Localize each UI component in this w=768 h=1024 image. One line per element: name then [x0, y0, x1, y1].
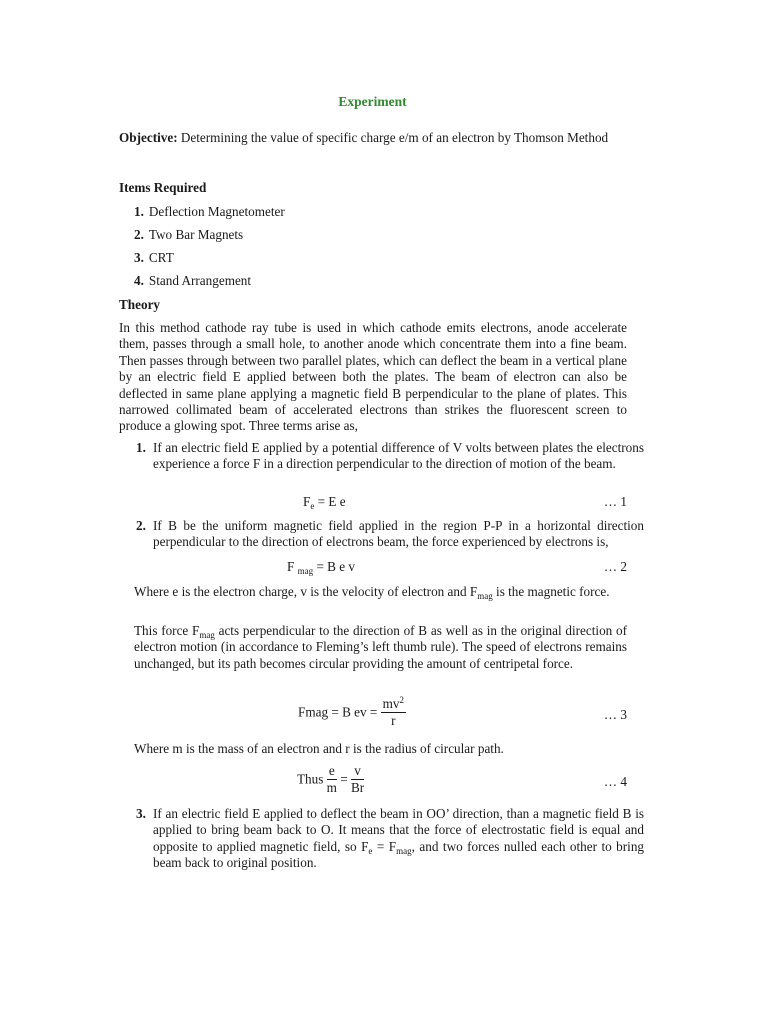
fraction-numerator: v	[351, 763, 364, 780]
equation-3	[298, 696, 406, 729]
list-item-number: 3.	[134, 250, 144, 265]
list-item-number: 4.	[134, 273, 144, 288]
eq-thus: Thus	[297, 771, 327, 787]
theory-paragraph: In this method cathode ray tube is used in which cathode emits electrons, anode accelerate them, passes through a small hole, to another anode which concentrate them into a fine beam. Then passes through between two parallel plates, which can deflect the beam in a vertical plane by an electric field E applied between both the plates. The beam of electron can also be deflected in same plane applying a magnetic field B perpendicular to the plane of plates. This narrowed collimated beam of accelerated electrons than strikes the fluorescent screen to produce a glowing spot. Three terms arise as,	[119, 320, 627, 434]
where-paragraph-2: Where m is the mass of an electron and r is the radius of circular path.	[134, 741, 504, 756]
point-2	[136, 518, 644, 551]
superscript: 2	[399, 695, 405, 705]
where-paragraph	[134, 584, 627, 600]
list-item-text: Two Bar Magnets	[148, 227, 244, 242]
objective	[119, 130, 627, 146]
subscript: e	[368, 845, 373, 856]
point-number: 3.	[136, 806, 146, 821]
equation-number: … 4	[603, 774, 627, 789]
list-item-text: Stand Arrangement	[148, 273, 252, 288]
point-text: If B be the uniform magnetic field applied in the region P-P in a horizontal direction perpendicular to the direction of electrons beam, the force experienced by electrons is,	[153, 518, 644, 550]
list-item-number: 2.	[134, 227, 144, 242]
list-item	[134, 204, 285, 220]
fraction-denominator: r	[391, 713, 396, 728]
fraction	[381, 696, 406, 729]
eq-subscript: e	[310, 501, 315, 511]
theory-heading: Theory	[119, 297, 161, 312]
equation-4	[297, 763, 364, 796]
point-3	[136, 806, 644, 872]
equation-number: … 2	[603, 559, 627, 574]
point-text-end: , and two forces nulled each other to bring beam back to original position.	[153, 838, 645, 871]
force-text-end: acts perpendicular to the direction of B as well as in the original direction of electron motion (in accordance to Fleming’s left thumb rule). The speed of electrons remains unchanged, but its path becomes circular providing the amount of centripetal force.	[134, 623, 627, 671]
equation-number: … 3	[603, 707, 627, 722]
where-subscript: mag	[477, 591, 493, 601]
eq-lhs: F	[287, 559, 298, 574]
fraction-numerator: mv	[382, 696, 400, 711]
list-item-text: CRT	[148, 250, 174, 265]
where-text: Where e is the electron charge, v is the velocity of electron and F	[134, 584, 478, 599]
force-paragraph	[134, 623, 627, 672]
eq-equals: =	[336, 771, 351, 787]
equation-number: … 1	[603, 494, 627, 509]
point-text: If an electric field E applied to deflect the beam in OO’ direction, than a magnetic field B is applied to bring beam back to O. It means that the force of electrostatic field is equal and opposite to applied magnetic field, so F	[153, 806, 644, 854]
objective-label: Objective:	[119, 130, 178, 145]
fraction-denominator: m	[326, 780, 337, 795]
list-item-text: Deflection Magnetometer	[148, 204, 285, 219]
fraction	[351, 763, 364, 796]
subscript: mag	[396, 845, 412, 856]
objective-text: Determining the value of specific charge e/m of an electron by Thomson Method	[180, 130, 609, 145]
list-item	[134, 273, 251, 289]
where-text-end: is the magnetic force.	[492, 584, 610, 599]
page-title: Experiment	[338, 94, 407, 109]
equation-2	[287, 559, 355, 575]
equation-1	[303, 494, 346, 510]
eq-lhs: F	[303, 494, 311, 509]
force-subscript: mag	[199, 630, 215, 640]
eq-subscript: mag	[297, 566, 314, 576]
point-text: = F	[372, 838, 397, 854]
fraction-denominator: Br	[350, 780, 365, 795]
eq-rhs: = E e	[314, 494, 346, 509]
items-required-heading: Items Required	[119, 180, 207, 195]
list-item	[134, 227, 243, 243]
list-item-number: 1.	[134, 204, 144, 219]
eq-rhs: = B e v	[313, 559, 356, 574]
eq-lhs: Fmag = B ev =	[298, 704, 381, 720]
force-text: This force F	[134, 623, 200, 638]
point-text: If an electric field E applied by a potential difference of V volts between plates the electrons experience a force F in a direction perpendicular to the direction of motion of the beam.	[153, 440, 644, 472]
fraction-numerator: e	[327, 763, 337, 780]
point-1	[136, 440, 644, 473]
list-item	[134, 250, 174, 266]
point-number: 1.	[136, 440, 146, 455]
fraction	[327, 763, 337, 796]
point-number: 2.	[136, 518, 146, 533]
